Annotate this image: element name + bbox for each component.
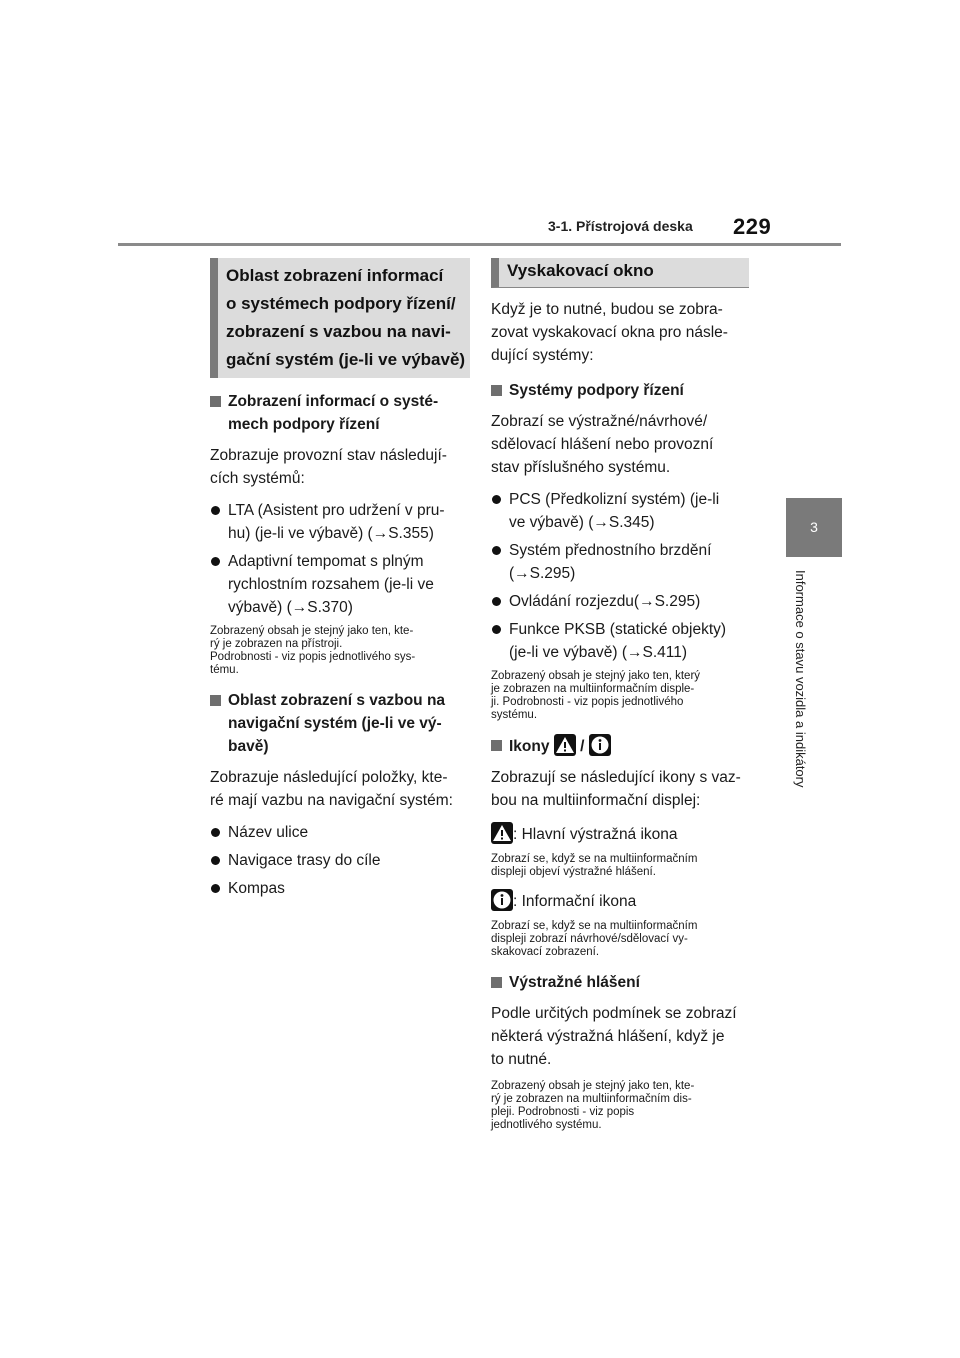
left-column — [210, 258, 470, 905]
subheading-navigation: Oblast zobrazení s vazbou na navigační systém (je-li ve vý- bavě) — [210, 689, 470, 758]
list-item: Kompas — [210, 877, 470, 900]
icon-legend-info — [491, 889, 749, 914]
right-section-heading: Vyskakovací okno — [491, 258, 749, 288]
left-section-heading: Oblast zobrazení informací o systémech podpory řízení/ zobrazení s vazbou na navi- gační systém (je-li ve výbavě) — [210, 258, 470, 378]
subheading-warning-messages: Výstražné hlášení — [491, 971, 749, 994]
paragraph: Zobrazuje provozní stav následují- cích systémů: — [210, 447, 447, 487]
note: Zobrazený obsah je stejný jako ten, který je zobrazen na multiinformačním disple- ji. Podrobnosti - viz popis jednotlivého systému. — [491, 670, 701, 721]
paragraph: Zobrazí se výstražné/návrhové/ sdělovací hlášení nebo provozní stav příslušného systému. — [491, 413, 714, 476]
paragraph: Podle určitých podmínek se zobrazí některá výstražná hlášení, když je to nutné. — [491, 1005, 737, 1068]
info-icon-label: : Informační ikona — [513, 893, 637, 910]
note: Zobrazený obsah je stejný jako ten, kte- rý je zobrazen na přístroji. Podrobnosti - viz popis jednotlivého sys- tému. — [210, 625, 416, 676]
paragraph: Když je to nutné, budou se zobra- zovat vyskakovací okna pro násle- dující systémy: — [491, 301, 728, 364]
warning-triangle-icon — [554, 734, 576, 756]
paragraph: Zobrazuje následující položky, kte- ré mají vazbu na navigační systém: — [210, 769, 453, 809]
icons-separator: / — [580, 738, 585, 755]
section-title: 3-1. Přístrojová deska — [548, 218, 693, 234]
right-column — [491, 258, 749, 1142]
warning-icon-label: : Hlavní výstražná ikona — [513, 826, 678, 843]
icons-label: Ikony — [509, 738, 550, 755]
paragraph: Zobrazují se následující ikony s vaz- bou na multiinformační displej: — [491, 769, 741, 809]
warning-triangle-icon — [491, 822, 513, 844]
list-item: Systém přednostního brzdění (→S.295) — [491, 539, 749, 585]
subheading-driving-support: Systémy podpory řízení — [491, 379, 749, 402]
list-item: PCS (Předkolizní systém) (je-li ve výbavě) (→S.345) — [491, 488, 749, 534]
chapter-title: Informace o stavu vozidla a indikátory — [793, 570, 808, 788]
page-number: 229 — [733, 214, 772, 239]
info-icon — [491, 889, 513, 911]
list-item: Navigace trasy do cíle — [210, 849, 470, 872]
note: Zobrazí se, když se na multiinformačním displeji zobrazí návrhové/sdělovací vy- skakovací zobrazení. — [491, 920, 698, 958]
list-item: Funkce PKSB (statické objekty) (je-li ve výbavě) (→S.411) — [491, 618, 749, 664]
subheading-driving-support: Zobrazení informací o systé- mech podpory řízení — [210, 390, 470, 436]
list-item: Název ulice — [210, 821, 470, 844]
header-rule — [118, 243, 841, 246]
info-icon — [589, 734, 611, 756]
list-item: LTA (Asistent pro udržení v pru- hu) (je-li ve výbavě) (→S.355) — [210, 499, 470, 545]
list-item: Adaptivní tempomat s plným rychlostním rozsahem (je-li ve výbavě) (→S.370) — [210, 550, 470, 619]
list-item: Ovládání rozjezdu(→S.295) — [491, 590, 749, 613]
icon-legend-warning — [491, 822, 749, 847]
chapter-tab: 3 — [786, 498, 842, 557]
note: Zobrazený obsah je stejný jako ten, kte- rý je zobrazen na multiinformačním dis- pleji. Podrobnosti - viz popis jednotlivého systému. — [491, 1080, 695, 1131]
note: Zobrazí se, když se na multiinformačním displeji objeví výstražné hlášení. — [491, 853, 698, 878]
subheading-icons — [491, 734, 749, 758]
